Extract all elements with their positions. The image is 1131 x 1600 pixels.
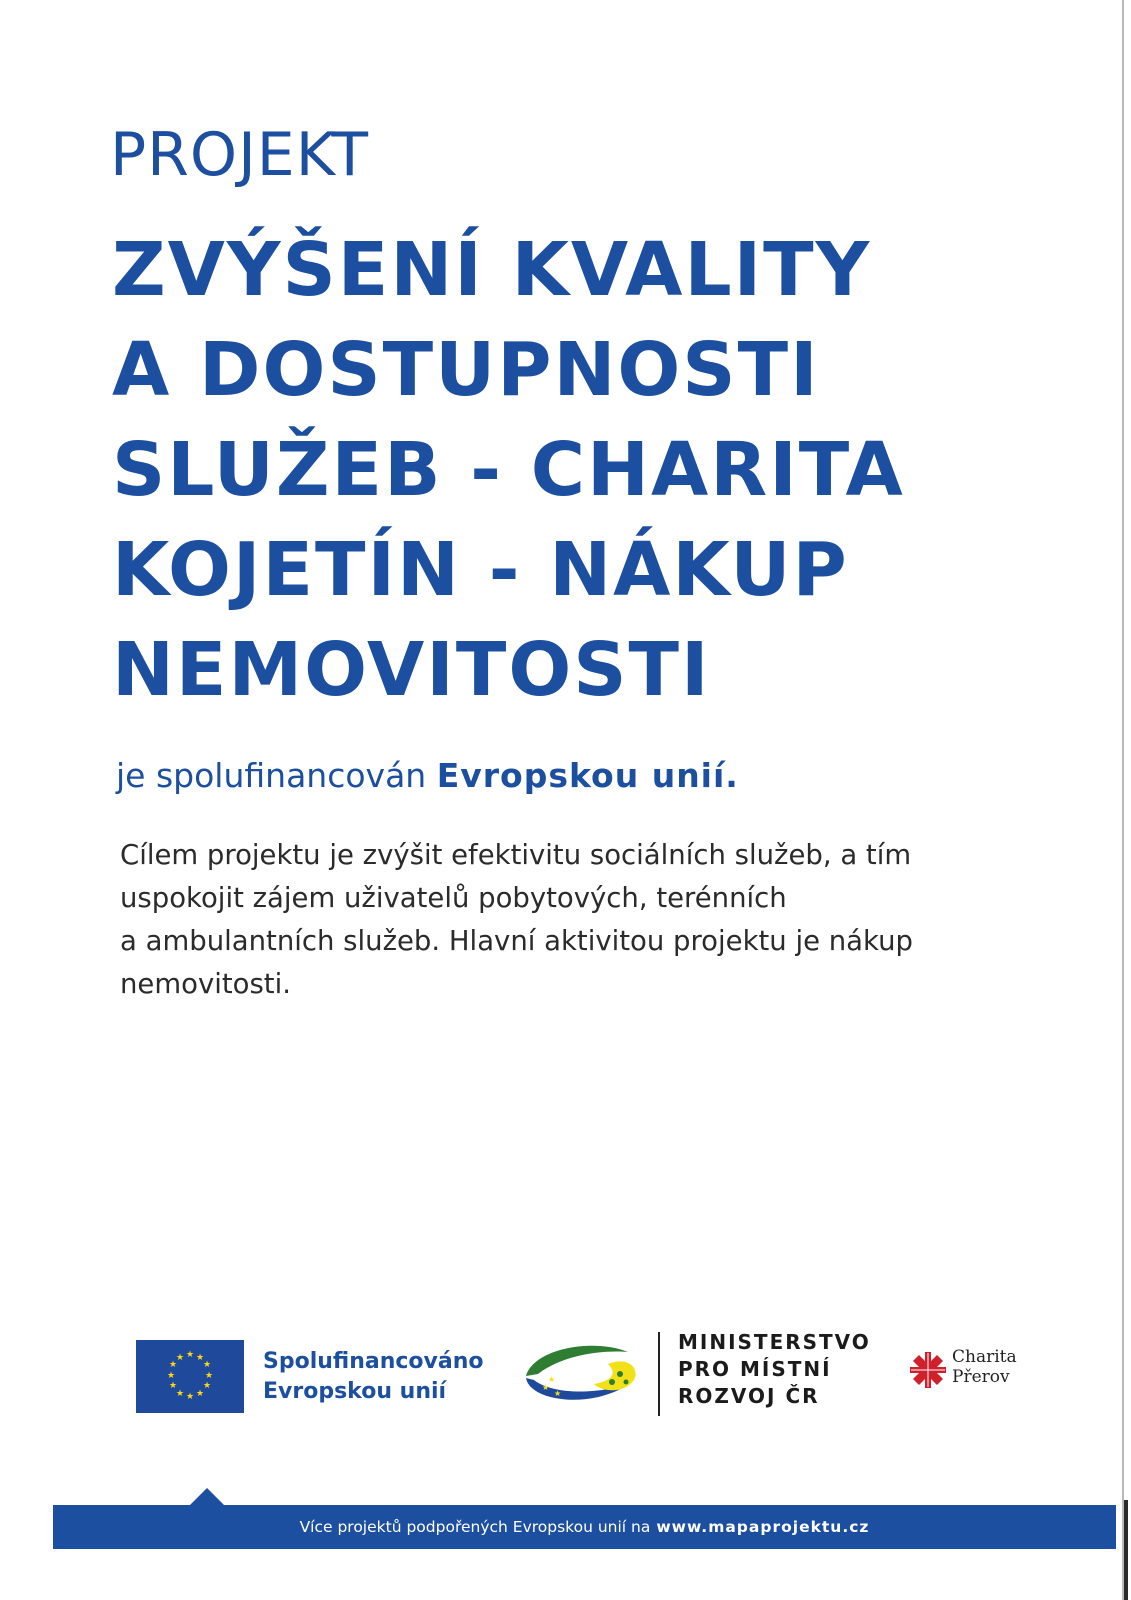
description-line: uspokojit zájem uživatelů pobytových, terénních [120,882,787,914]
svg-text:★: ★ [202,1381,212,1391]
title-line: KOJETÍN - NÁKUP [112,527,849,613]
charita-logo-line: Přerov [952,1367,1010,1387]
svg-text:★: ★ [195,1353,205,1363]
description-line: nemovitosti. [120,968,291,1000]
mmr-logo-line: MINISTERSTVO [678,1330,871,1354]
footer-notch [190,1488,224,1505]
eu-logo-line: Spolufinancováno [263,1349,484,1374]
page-edge-shadow [1124,1500,1128,1600]
svg-text:★: ★ [175,1353,185,1363]
cofinance-statement [116,756,739,795]
project-label: PROJEKT [110,120,370,190]
charita-cross-icon [909,1351,947,1389]
mmr-logo-line: ROZVOJ ČR [678,1384,820,1408]
charita-logo-text [952,1347,1017,1387]
cofinance-emphasis: Evropskou unií. [436,756,739,795]
description-line: a ambulantních služeb. Hlavní aktivitou projektu je nákup [120,925,913,957]
svg-text:★: ★ [185,1350,195,1360]
footer-link[interactable]: www.mapaprojektu.cz [656,1518,870,1536]
cofinance-prefix: je spolufinancován [116,756,427,795]
svg-text:★: ★ [548,1375,556,1384]
svg-text:★: ★ [195,1389,205,1399]
title-line: NEMOVITOSTI [112,627,711,713]
project-title [112,220,992,720]
footer-text: Více projektů podpořených Evropskou unií na [299,1518,651,1536]
footer-bar [53,1505,1116,1549]
mmr-logo-icon [524,1338,644,1408]
title-line: ZVÝŠENÍ KVALITY [112,227,872,313]
svg-text:★: ★ [185,1392,195,1402]
project-description [120,834,980,1006]
svg-text:★: ★ [204,1371,214,1381]
svg-text:★: ★ [554,1389,562,1398]
eu-cofinance-logo-text [263,1347,484,1407]
svg-text:★: ★ [202,1360,212,1370]
svg-text:★: ★ [166,1371,176,1381]
charita-logo-line: Charita [952,1347,1017,1367]
mmr-logo-line: PRO MÍSTNÍ [678,1357,832,1381]
logo-divider [658,1332,660,1416]
description-line: Cílem projektu je zvýšit efektivitu sociálních služeb, a tím [120,839,912,871]
eu-logo-line: Evropskou unií [263,1379,447,1404]
eu-flag-icon [136,1340,244,1413]
title-line: SLUŽEB - CHARITA [112,427,905,513]
svg-text:★: ★ [175,1389,185,1399]
svg-text:★: ★ [542,1383,550,1392]
title-line: A DOSTUPNOSTI [112,327,820,413]
svg-text:★: ★ [168,1360,178,1370]
logo-strip [0,1320,1131,1420]
mmr-logo-text [678,1329,871,1410]
svg-text:★: ★ [168,1381,178,1391]
